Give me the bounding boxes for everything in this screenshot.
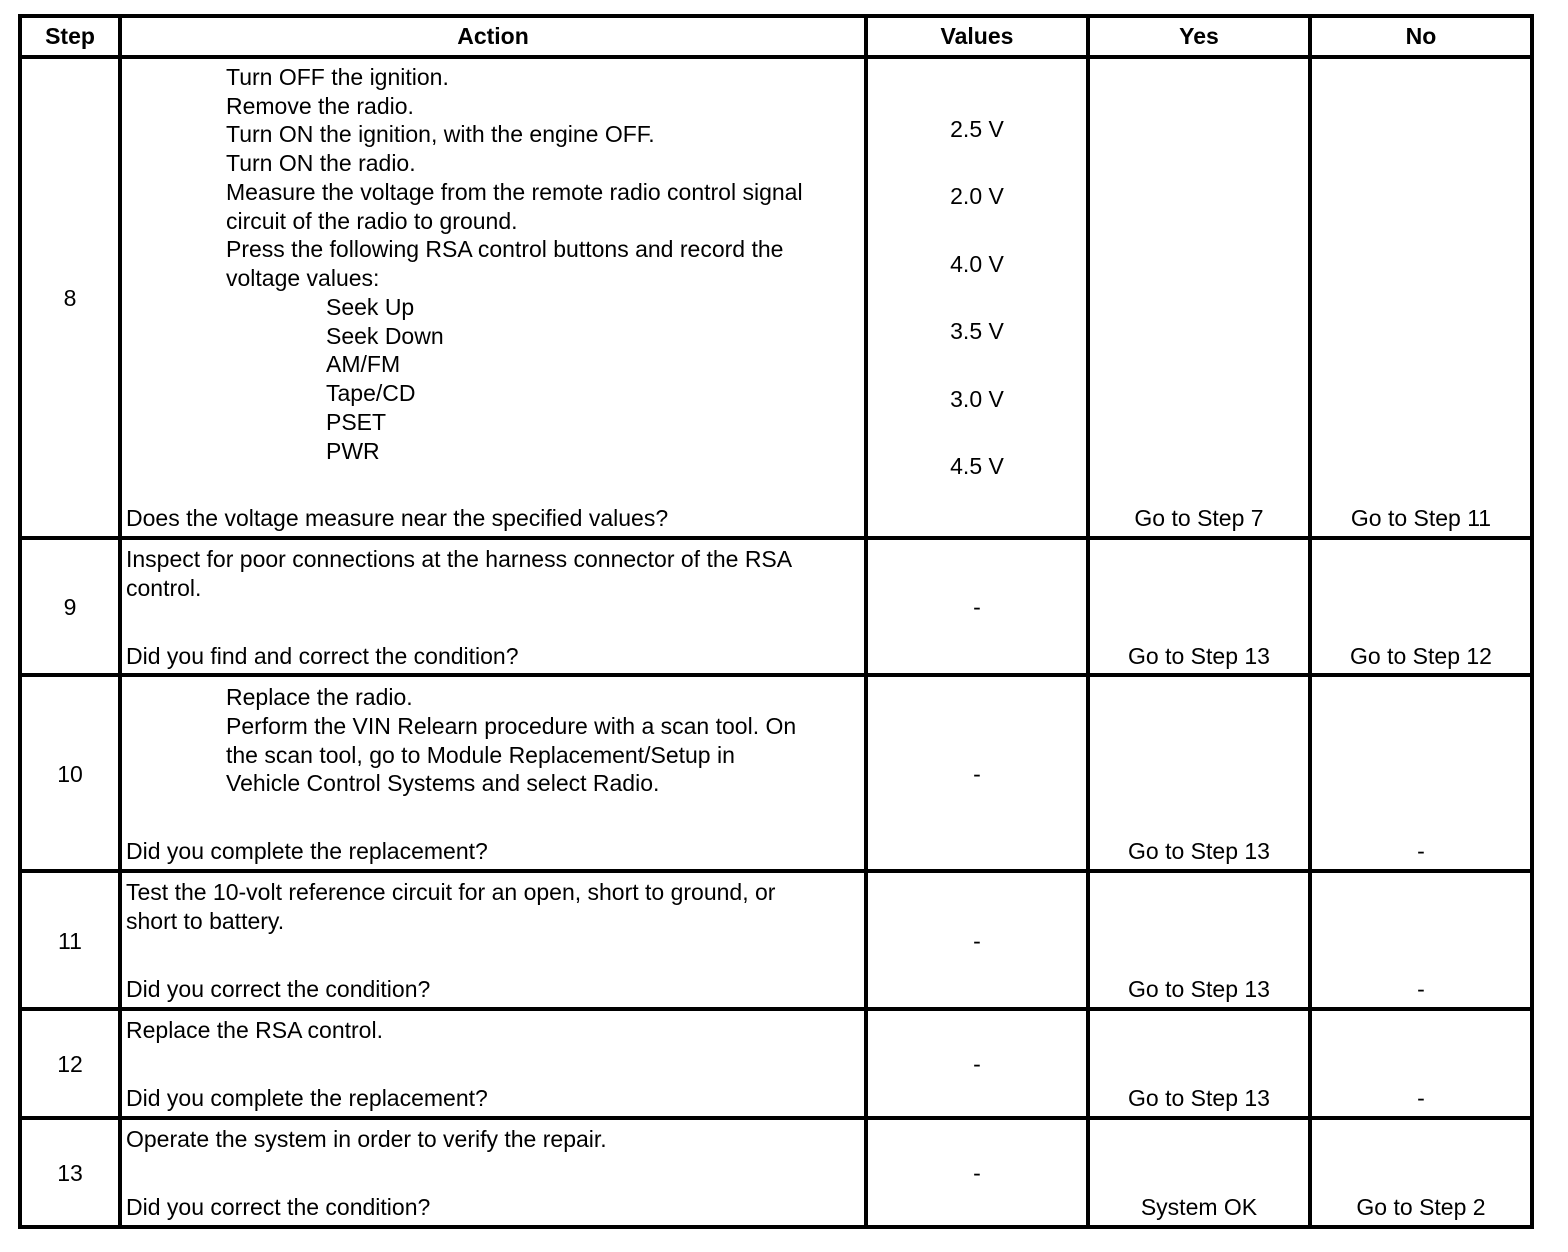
header-yes: Yes (1179, 23, 1219, 49)
header-no: No (1405, 23, 1437, 49)
value: 4.0 V (950, 251, 1004, 277)
value: 2.5 V (950, 116, 1004, 142)
no-result: Go to Step 2 (1356, 1194, 1486, 1220)
step-number: 9 (63, 594, 77, 620)
action-line: short to battery. (126, 908, 285, 934)
action-line: Turn ON the radio. (226, 150, 416, 176)
action-line: Measure the voltage from the remote radio control signal (226, 179, 803, 205)
no-result: Go to Step 12 (1350, 643, 1492, 669)
yes-result: Go to Step 7 (1134, 505, 1264, 531)
action-line: Vehicle Control Systems and select Radio. (226, 770, 660, 796)
question: Does the voltage measure near the specified values? (126, 505, 669, 531)
step-number: 8 (63, 285, 77, 311)
no-result: - (1417, 838, 1425, 864)
yes-result: System OK (1140, 1194, 1258, 1220)
question: Did you find and correct the condition? (126, 643, 519, 669)
no-result: Go to Step 11 (1350, 505, 1492, 531)
value: 3.0 V (950, 386, 1004, 412)
yes-result: Go to Step 13 (1128, 1085, 1270, 1111)
step-number: 10 (57, 761, 83, 787)
action-line: control. (126, 575, 202, 601)
action-line: the scan tool, go to Module Replacement/Setup in (226, 742, 735, 768)
action-line: Test the 10-volt reference circuit for an open, short to ground, or (126, 879, 776, 905)
value: - (973, 594, 981, 620)
button-name: AM/FM (326, 351, 401, 377)
question: Did you correct the condition? (126, 1194, 431, 1220)
button-name: Seek Down (326, 323, 444, 349)
value: - (973, 1160, 981, 1186)
button-name: PSET (326, 409, 387, 435)
action-line: Replace the RSA control. (126, 1017, 383, 1043)
value: - (973, 761, 981, 787)
question: Did you complete the replacement? (126, 838, 488, 864)
no-result: - (1417, 976, 1425, 1002)
value: 4.5 V (950, 453, 1004, 479)
value: 2.0 V (950, 183, 1004, 209)
value: - (973, 1051, 981, 1077)
header-step: Step (45, 23, 95, 49)
action-line: Turn OFF the ignition. (226, 64, 449, 90)
yes-result: Go to Step 13 (1128, 643, 1270, 669)
action-line: Turn ON the ignition, with the engine OFF. (226, 121, 655, 147)
action-line: Perform the VIN Relearn procedure with a scan tool. On (226, 713, 797, 739)
header-action: Action (457, 23, 529, 49)
action-line: voltage values: (226, 265, 380, 291)
question: Did you correct the condition? (126, 976, 431, 1002)
action-line: Inspect for poor connections at the harness connector of the RSA (126, 546, 793, 572)
button-name: PWR (326, 438, 380, 464)
value: 3.5 V (950, 318, 1004, 344)
question: Did you complete the replacement? (126, 1085, 488, 1111)
yes-result: Go to Step 13 (1128, 976, 1270, 1002)
button-name: Tape/CD (326, 380, 416, 406)
action-line: Remove the radio. (226, 93, 414, 119)
value: - (973, 928, 981, 954)
header-values: Values (940, 23, 1014, 49)
no-result: - (1417, 1085, 1425, 1111)
action-line: Operate the system in order to verify the repair. (126, 1126, 607, 1152)
action-line: circuit of the radio to ground. (226, 208, 518, 234)
action-line: Replace the radio. (226, 684, 413, 710)
step-number: 13 (57, 1160, 83, 1186)
button-name: Seek Up (326, 294, 415, 320)
step-number: 12 (57, 1051, 83, 1077)
step-number: 11 (58, 928, 82, 954)
yes-result: Go to Step 13 (1128, 838, 1270, 864)
action-line: Press the following RSA control buttons and record the (226, 236, 784, 262)
